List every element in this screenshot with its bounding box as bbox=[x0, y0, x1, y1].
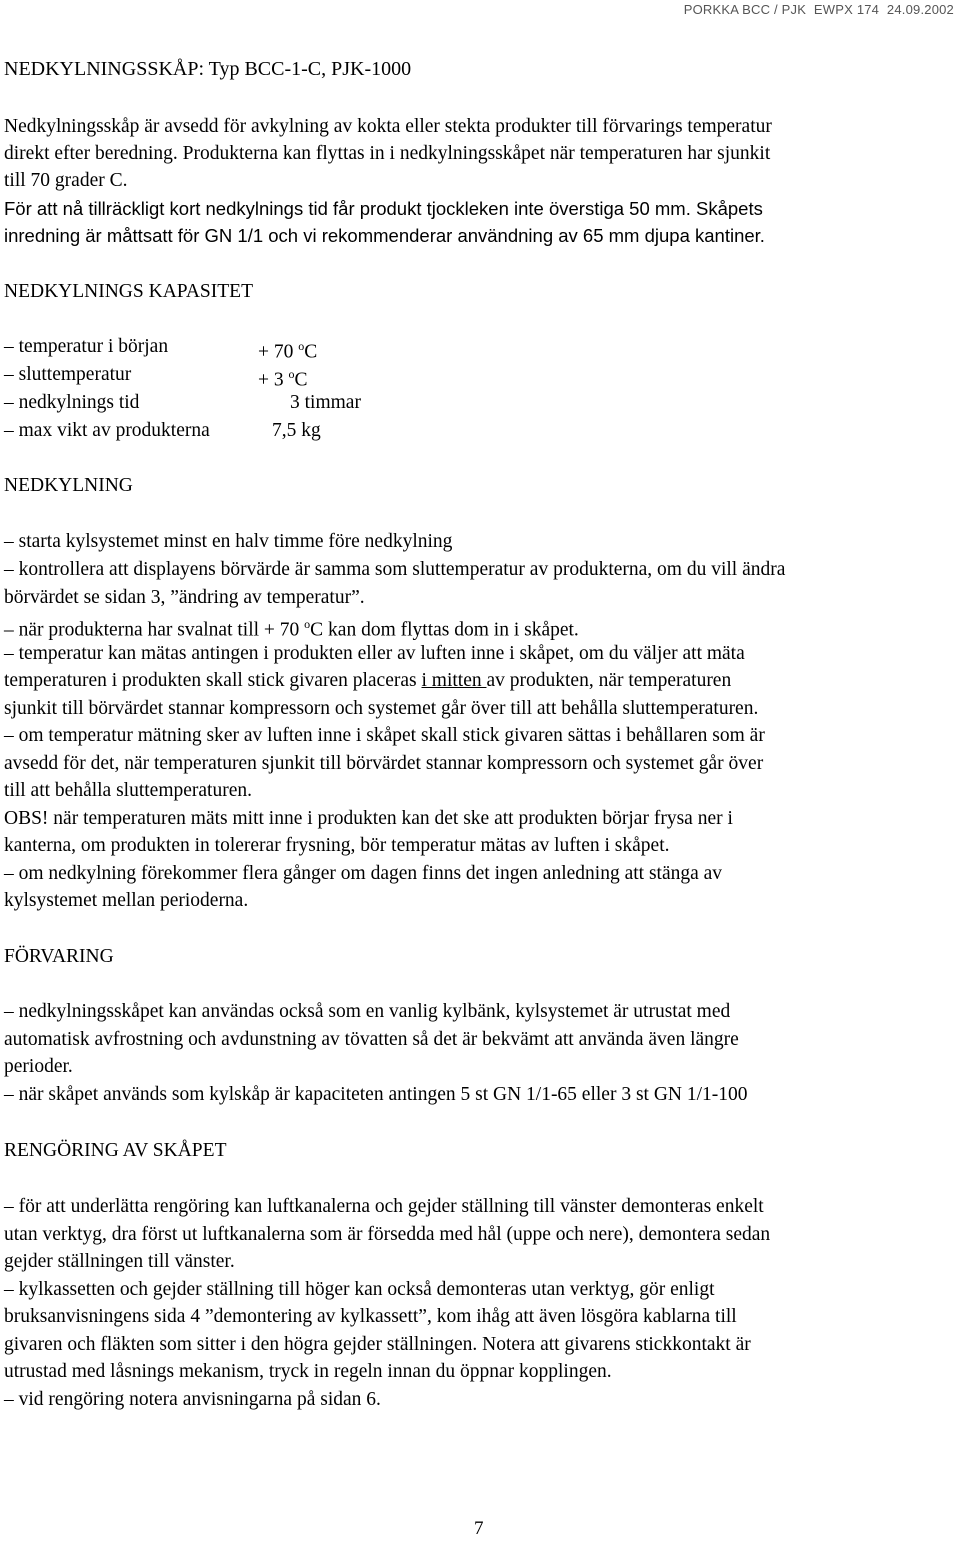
nedkylning-line: kanterna, om produkten in tolererar frysning, bör temperatur mätas av luften i skåpet. bbox=[4, 835, 670, 856]
rengoring-line: bruksanvisningens sida 4 ”demontering av kylkassett”, kom ihåg att även lösgöra kablarna till bbox=[4, 1306, 737, 1327]
nedkylning-line: avsedd för det, när temperaturen sjunkit till börvärdet stannar kompressorn och systemet går över bbox=[4, 753, 764, 774]
capacity-value: 3 timmar bbox=[290, 392, 361, 413]
capacity-value: 7,5 kg bbox=[272, 420, 321, 441]
capacity-row bbox=[4, 361, 131, 388]
capacity-row bbox=[4, 417, 210, 444]
capacity-label: – nedkylnings tid bbox=[4, 392, 140, 413]
intro-line: till 70 grader C. bbox=[4, 170, 128, 191]
forvaring-line: perioder. bbox=[4, 1056, 73, 1077]
forvaring-line: – när skåpet används som kylskåp är kapaciteten antingen 5 st GN 1/1-65 eller 3 st GN 1/1-100 bbox=[4, 1084, 748, 1105]
rengoring-line: givaren och fläkten som sitter i den högra gejder ställningen. Notera att givarens stickkontakt är bbox=[4, 1334, 751, 1355]
capacity-value: + 70 $^o$C bbox=[258, 339, 318, 363]
rengoring-line: – vid rengöring notera anvisningarna på sidan 6. bbox=[4, 1389, 381, 1410]
intro-line: inredning är måttsatt för GN 1/1 och vi rekommenderar användning av 65 mm djupa kantiner. bbox=[4, 225, 765, 246]
forvaring-heading: FÖRVARING bbox=[4, 946, 114, 967]
nedkylning-line: – kontrollera att displayens börvärde är samma som sluttemperatur av produkterna, om du vill ändra bbox=[4, 559, 786, 580]
page-number: 7 bbox=[474, 1518, 484, 1539]
intro-line: För att nå tillräckligt kort nedkylnings tid får produkt tjockleken inte överstiga 50 mm. Skåpets bbox=[4, 198, 763, 219]
nedkylning-line: temperaturen i produkten skall stick givaren placeras i mitten av produkten, när temperaturen bbox=[4, 670, 732, 691]
nedkylning-line: börvärdet se sidan 3, ”ändring av temperatur”. bbox=[4, 587, 365, 608]
rengoring-line: – för att underlätta rengöring kan luftkanalerna och gejder ställning till vänster demonteras enkelt bbox=[4, 1196, 764, 1217]
capacity-row bbox=[4, 333, 168, 360]
forvaring-line: – nedkylningsskåpet kan användas också som en vanlig kylbänk, kylsystemet är utrustat med bbox=[4, 1001, 731, 1022]
capacity-label: – max vikt av produkterna bbox=[4, 420, 210, 441]
nedkylning-line: – temperatur kan mätas antingen i produkten eller av luften inne i skåpet, om du väljer att mäta bbox=[4, 643, 745, 664]
capacity-label: – temperatur i början bbox=[4, 336, 169, 357]
capacity-row bbox=[4, 389, 139, 416]
intro-line: direkt efter beredning. Produkterna kan flyttas in i nedkylningsskåpet när temperaturen har sjunkit bbox=[4, 143, 771, 164]
capacity-label: – sluttemperatur bbox=[4, 364, 132, 385]
nedkylning-line: till att behålla sluttemperaturen. bbox=[4, 780, 252, 801]
rengoring-line: – kylkassetten och gejder ställning till höger kan också demonteras utan verktyg, gör enligt bbox=[4, 1279, 715, 1300]
intro-line: Nedkylningsskåp är avsedd för avkylning av kokta eller stekta produkter till förvarings temperatur bbox=[4, 116, 772, 137]
document-title: NEDKYLNINGSSKÅP: Typ BCC-1-C, PJK-1000 bbox=[4, 58, 412, 80]
page-header bbox=[680, 2, 954, 17]
nedkylning-line: OBS! när temperaturen mäts mitt inne i produkten kan det ske att produkten börjar frysa ner i bbox=[4, 808, 733, 829]
header-company: PORKKA BCC / PJK bbox=[683, 2, 807, 17]
header-date: 24.09.2002 bbox=[886, 2, 954, 17]
nedkylning-line: sjunkit till börvärdet stannar kompressorn och systemet går över till att behålla sluttemperaturen. bbox=[4, 698, 759, 719]
nedkylning-line: – om nedkylning förekommer flera gånger om dagen finns det ingen anledning att stänga av bbox=[4, 863, 723, 884]
header-code: EWPX 174 bbox=[813, 2, 880, 17]
nedkylning-line: – starta kylsystemet minst en halv timme före nedkylning bbox=[4, 531, 453, 552]
nedkylning-heading: NEDKYLNING bbox=[4, 475, 133, 496]
rengoring-line: gejder ställningen till vänster. bbox=[4, 1251, 235, 1272]
rengoring-heading: RENGÖRING AV SKÅPET bbox=[4, 1140, 227, 1161]
capacity-value: + 3 $^o$C bbox=[258, 367, 308, 391]
nedkylning-line: – om temperatur mätning sker av luften inne i skåpet skall stick givaren sättas i behållaren som är bbox=[4, 725, 765, 746]
forvaring-line: automatisk avfrostning och avdunstning av tövatten så det är bekvämt att använda även längre bbox=[4, 1029, 739, 1050]
capacity-heading: NEDKYLNINGS KAPASITET bbox=[4, 281, 253, 302]
nedkylning-line: kylsystemet mellan perioderna. bbox=[4, 890, 249, 911]
rengoring-line: utan verktyg, dra först ut luftkanalerna som är försedda med hål (uppe och nere), demontera sedan bbox=[4, 1224, 771, 1245]
nedkylning-line: – när produkterna har svalnat till + 70 $^o$C kan dom flyttas dom in i skåpet. bbox=[4, 617, 579, 641]
rengoring-line: utrustad med låsnings mekanism, tryck in regeln innan du öppnar kopplingen. bbox=[4, 1361, 612, 1382]
